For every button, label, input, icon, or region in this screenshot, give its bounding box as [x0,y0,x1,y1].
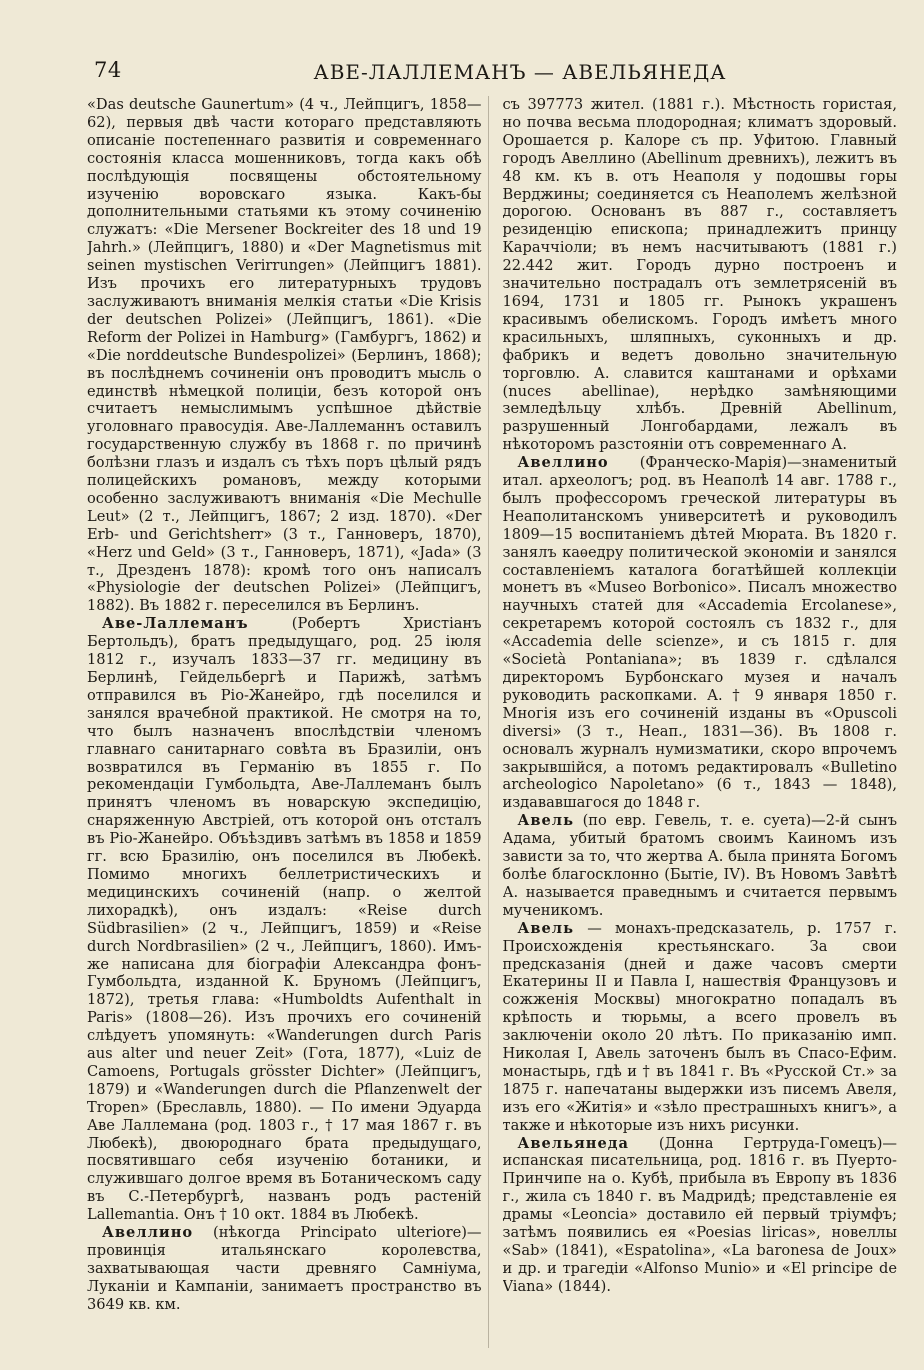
right-column [503,96,898,1348]
article-paragraph [503,1135,898,1296]
article-text: (Робертъ Христіанъ Бертольдъ), братъ предыдущаго, род. 25 іюля 1812 г., изучалъ 1833—37 гг. медицину въ Берлинѣ, Гейдельбергѣ и Парижѣ, затѣмъ отправился въ Ріо-Жанейро, гдѣ поселился и занялся врачебной практикой. Не смотря на то, что былъ назначенъ впослѣдствіи членомъ главнаго санитарнаго совѣта въ Бразиліи, онъ возвратился въ Германію въ 1855 г. По рекомендаціи Гумбольдта, Аве-Лаллеманъ былъ принятъ членомъ въ новарскую экспедицію, снаряженную Австріей, отъ которой онъ отсталъ въ Ріо-Жанейро. Объѣздивъ затѣмъ въ 1858 и 1859 гг. всю Бразилію, онъ поселился въ Любекѣ. Помимо многихъ беллетристическихъ и медицинскихъ сочиненій (напр. о желтой лихорадкѣ), онъ издалъ: «Reise durch Südbrasilien» (2 ч., Лейпцигъ, 1859) и «Reise durch Nordbrasilien» (2 ч., Лейпцигъ, 1860). Имъ-же написана для біографіи Александра фонъ-Гумбольдта, изданной К. Бруномъ (Лейпцигъ, 1872), третья глава: «Humboldts Aufenthalt in Paris» (1808—26). Изъ прочихъ его сочиненій слѣдуетъ упомянуть: «Wanderungen durch Paris aus alter und neuer Zeit» (Гота, 1877), «Luiz de Camoens, Portugals grösster Dichter» (Лейпцигъ, 1879) и «Wanderungen durch die Pflanzenwelt der Tropen» (Бреславль, 1880). — По имени Эдуарда Аве Лаллемана (род. 1803 г., † 17 мая 1867 г. въ Любекѣ), двоюроднаго брата предыдущаго, посвятившаго себя изученію ботаники, и служившаго долгое время въ Ботаническомъ саду въ С.-Петербургѣ, названъ родъ растеній Lallemantia. Онъ † 10 окт. 1884 въ Любекѣ. [87,615,482,1224]
text-columns [87,96,897,1348]
article-text: «Das deutsche Gaunertum» (4 ч., Лейпцигъ, 1858—62), первыя двѣ части котораго представляють описаніе постепеннаго развитія и современнаго состоянія класса мошенниковъ, тогда какъ обѣ послѣдующія посвящены обстоятельному изученію воровскаго языка. Какъ-бы дополнительными статьями къ этому сочиненію служатъ: «Die Mersener Bockreiter des 18 und 19 Jahrh.» (Лейпцигъ, 1880) и «Der Magnetismus mit seinen mystischen Verirrungen» (Лейпцигъ 1881). Изъ прочихъ его литературныхъ трудовъ заслуживаютъ вниманія мелкія статьи «Die Krisis der deutschen Polizei» (Лейпцигъ, 1861). «Die Reform der Polizei in Hamburg» (Гамбургъ, 1862) и «Die norddeutsche Bundespolizei» (Берлинъ, 1868); въ послѣднемъ сочиненіи онъ проводитъ мысль о единствѣ нѣмецкой полиціи, безъ которой онъ считаетъ немыслимымъ успѣшное дѣйствіе уголовнаго правосудія. Аве-Лаллеманнъ оставилъ государственную службу въ 1868 г. по причинѣ болѣзни глазъ и издалъ съ тѣхъ поръ цѣлый рядъ полицейскихъ романовъ, между которыми особенно заслуживаютъ вниманія «Die Mechulle Leut» (2 т., Лейпцигъ, 1867; 2 изд. 1870). «Der Erb- und Gerichtsherr» (3 т., Ганноверъ, 1870), «Herz und Geld» (3 т., Ганноверъ, 1871), «Jada» (3 т., Дрезденъ 1878): кромѣ того онъ написалъ «Physiologie der deutschen Polizei» (Лейпцигъ, 1882). Въ 1882 г. переселился въ Берлинъ. [87,96,482,615]
article-headword: Аве-Лаллеманъ [102,615,249,633]
article-headword: Авель [517,919,575,937]
article-headword: Авеллино [517,454,609,472]
article-headword: Авельянеда [517,1134,629,1152]
article-paragraph [503,96,898,454]
article-text: (Франческо-Марія)—знаменитый итал. археологъ; род. въ Неаполѣ 14 авг. 1788 г., былъ профессоромъ греческой литературы въ Неаполитанскомъ университетѣ и руководилъ 1809—15 воспитаніемъ дѣтей Мюрата. Въ 1820 г. занялъ каѳедру политической экономіи и занялся составленіемъ каталога богатѣйшей коллекціи монетъ въ «Museo Borbonico». Писалъ множество научныхъ статей для «Accademia Ercolanese», секретаремъ которой состоялъ съ 1832 г., для «Accademia delle scienze», и съ 1815 г. для «Società Pontaniana»; въ 1839 г. сдѣлался директоромъ Бурбонскаго музея и началъ руководить раскопками. А. † 9 января 1850 г. Многія изъ его сочиненій изданы въ «Opuscoli diversi» (3 т., Неап., 1831—36). Въ 1808 г. основалъ журналъ нумизматики, скоро впрочемъ закрывшійся, а потомъ редактировалъ «Bulletino archeologico Napoletano» (6 т., 1843 — 1848), издававшагося до 1848 г. [502,454,897,812]
article-text: (Донна Гертруда-Гомецъ)— испанская писательница, род. 1816 г. въ Пуерто-Принчипе на о. Кубѣ, прибыла въ Европу въ 1836 г., жила съ 1840 г. въ Мадридѣ; представленіе ея драмы «Leoncia» доставило ей первый тріумфъ; затѣмъ появились ея «Poesias liricas», новеллы «Sab» (1841), «Espatolina», «La baronesa de Joux» и др. и трагедіи «Alfonso Munio» и «El principe de Viana» (1844). [502,1134,897,1295]
article-headword: Авеллино [102,1224,194,1242]
article-headword: Авель [517,812,575,830]
article-paragraph [87,96,482,615]
article-paragraph [503,454,898,812]
article-text: (нѣкогда Principato ulteriore)— провинція итальянскаго королевства, захватывающая части древняго Самніума, Луканіи и Кампаніи, занимаетъ пространство въ 3649 кв. км. [87,1224,482,1313]
article-text: (по евр. Гевель, т. е. суета)—2-й сынъ Адама, убитый братомъ своимъ Каиномъ изъ зависти за то, что жертва А. была принята Богомъ болѣе благосклонно (Бытіе, IV). Въ Новомъ Завѣтѣ А. называется праведнымъ и считается первымъ мученикомъ. [502,812,897,919]
article-paragraph [503,812,898,919]
article-text: съ 397773 жител. (1881 г.). Мѣстность гористая, но почва весьма плодородная; климатъ здоровый. Орошается р. Калоре съ пр. Уфитою. Главный городъ Авеллино (Abellinum древнихъ), лежитъ въ 48 км. къ в. отъ Неаполя у подошвы горы Верджины; соединяется съ Неаполемъ желѣзной дорогою. Основанъ въ 887 г., составляетъ резиденцію епископа; принадлежитъ принцу Караччіоли; въ немъ насчитываютъ (1881 г.) 22.442 жит. Городъ дурно построенъ и значительно пострадалъ отъ землетрясеній въ 1694, 1731 и 1805 гг. Рынокъ украшенъ красивымъ обелискомъ. Городъ имѣетъ много красильныхъ, шляпныхъ, суконныхъ и др. фабрикъ и ведетъ довольно значительную торговлю. А. славится каштанами и орѣхами (nuces abellinae), нерѣдко замѣняющими земледѣльцу хлѣбъ. Древній Abellinum, разрушенный Лонгобардами, лежалъ въ нѣкоторомъ разстояніи отъ современнаго А. [502,96,897,454]
article-paragraph [87,615,482,1224]
page-number: 74 [94,58,122,82]
running-title: АВЕ-ЛАЛЛЕМАНЪ — АВЕЛЬЯНЕДА [313,60,727,84]
article-paragraph [87,1224,482,1314]
article-text: — монахъ-предсказатель, р. 1757 г. Происхожденія крестьянскаго. За свои предсказанія (дней и даже часовъ смерти Екатерины II и Павла I, нашествія Французовъ и сожженія Москвы) многократно попадалъ въ крѣпость и тюрьмы, а всего провелъ въ заключеніи около 20 лѣтъ. По приказанію имп. Николая I, Авель заточенъ былъ въ Спасо-Ефим. монастырь, гдѣ и † въ 1841 г. Въ «Русской Ст.» за 1875 г. напечатаны выдержки изъ писемъ Авеля, изъ его «Житія» и «зѣло престрашныхъ книгъ», а также и нѣкоторые изъ нихъ рисунки. [502,919,897,1134]
left-column [87,96,489,1348]
article-paragraph [503,920,898,1135]
